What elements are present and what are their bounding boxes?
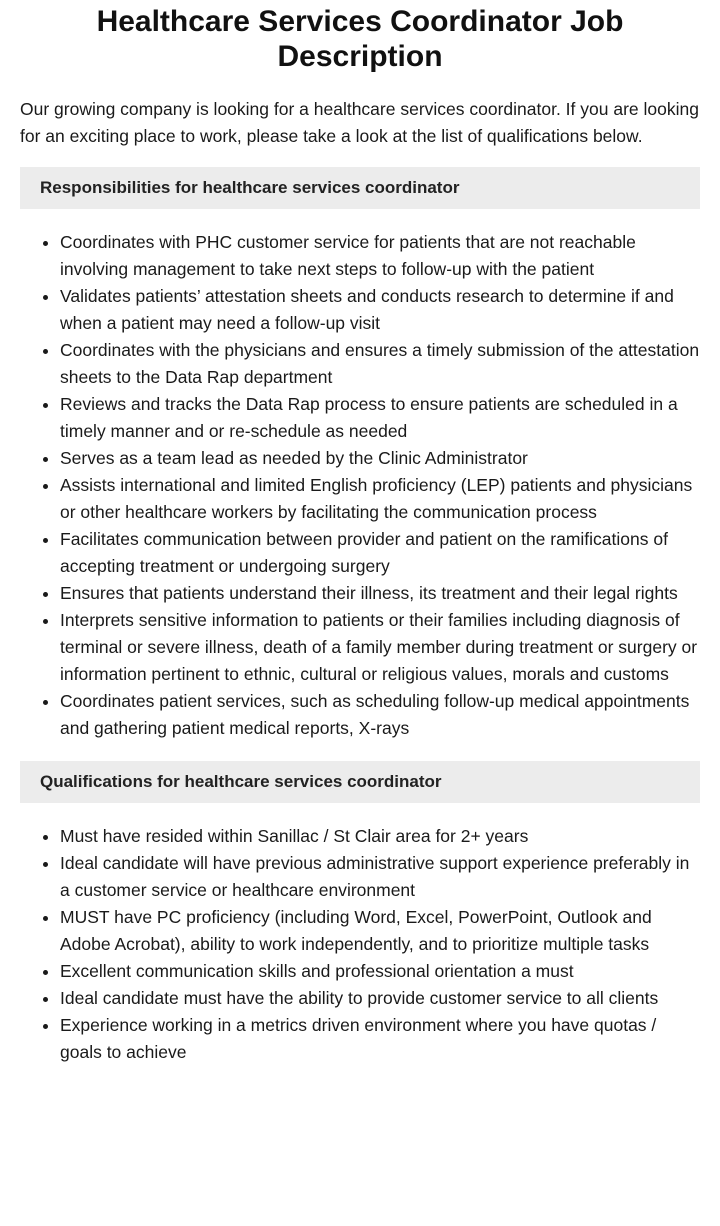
qualifications-heading: Qualifications for healthcare services coordinator [20, 761, 700, 803]
list-item: • MUST have PC proficiency (including Word, Excel, PowerPoint, Outlook and Adobe Acrobat), ability to work independently, and to prioritize multiple tasks [60, 904, 700, 958]
list-item: • Excellent communication skills and professional orientation a must [60, 958, 700, 985]
responsibilities-heading: Responsibilities for healthcare services coordinator [20, 167, 700, 209]
list-item: • Interprets sensitive information to patients or their families including diagnosis of terminal or severe illness, death of a family member during treatment or surgery or information pertinent to ethnic, cultural or religious values, morals and customs [60, 607, 700, 688]
list-item: • Coordinates patient services, such as scheduling follow-up medical appointments and gathering patient medical reports, X-rays [60, 688, 700, 742]
list-item: • Ideal candidate will have previous administrative support experience preferably in a customer service or healthcare environment [60, 850, 700, 904]
list-item: • Reviews and tracks the Data Rap process to ensure patients are scheduled in a timely manner and or re-schedule as needed [60, 391, 700, 445]
list-item: • Assists international and limited English proficiency (LEP) patients and physicians or other healthcare workers by facilitating the communication process [60, 472, 700, 526]
list-item: • Validates patients’ attestation sheets and conducts research to determine if and when a patient may need a follow-up visit [60, 283, 700, 337]
list-item: • Must have resided within Sanillac / St Clair area for 2+ years [60, 823, 700, 850]
qualifications-list [20, 823, 700, 1066]
page-title: Healthcare Services Coordinator Job Description [96, 5, 624, 73]
list-item: • Coordinates with the physicians and ensures a timely submission of the attestation sheets to the Data Rap department [60, 337, 700, 391]
list-item: • Serves as a team lead as needed by the Clinic Administrator [60, 445, 700, 472]
list-item: • Ideal candidate must have the ability to provide customer service to all clients [60, 985, 700, 1012]
intro-paragraph: Our growing company is looking for a healthcare services coordinator. If you are looking for an exciting place to work, please take a look at the list of qualifications below. [20, 99, 699, 146]
list-item: • Ensures that patients understand their illness, its treatment and their legal rights [60, 580, 700, 607]
list-item: • Facilitates communication between provider and patient on the ramifications of accepting treatment or undergoing surgery [60, 526, 700, 580]
list-item: • Experience working in a metrics driven environment where you have quotas / goals to achieve [60, 1012, 700, 1066]
responsibilities-list [20, 229, 700, 742]
list-item: • Coordinates with PHC customer service for patients that are not reachable involving management to take next steps to follow-up with the patient [60, 229, 700, 283]
